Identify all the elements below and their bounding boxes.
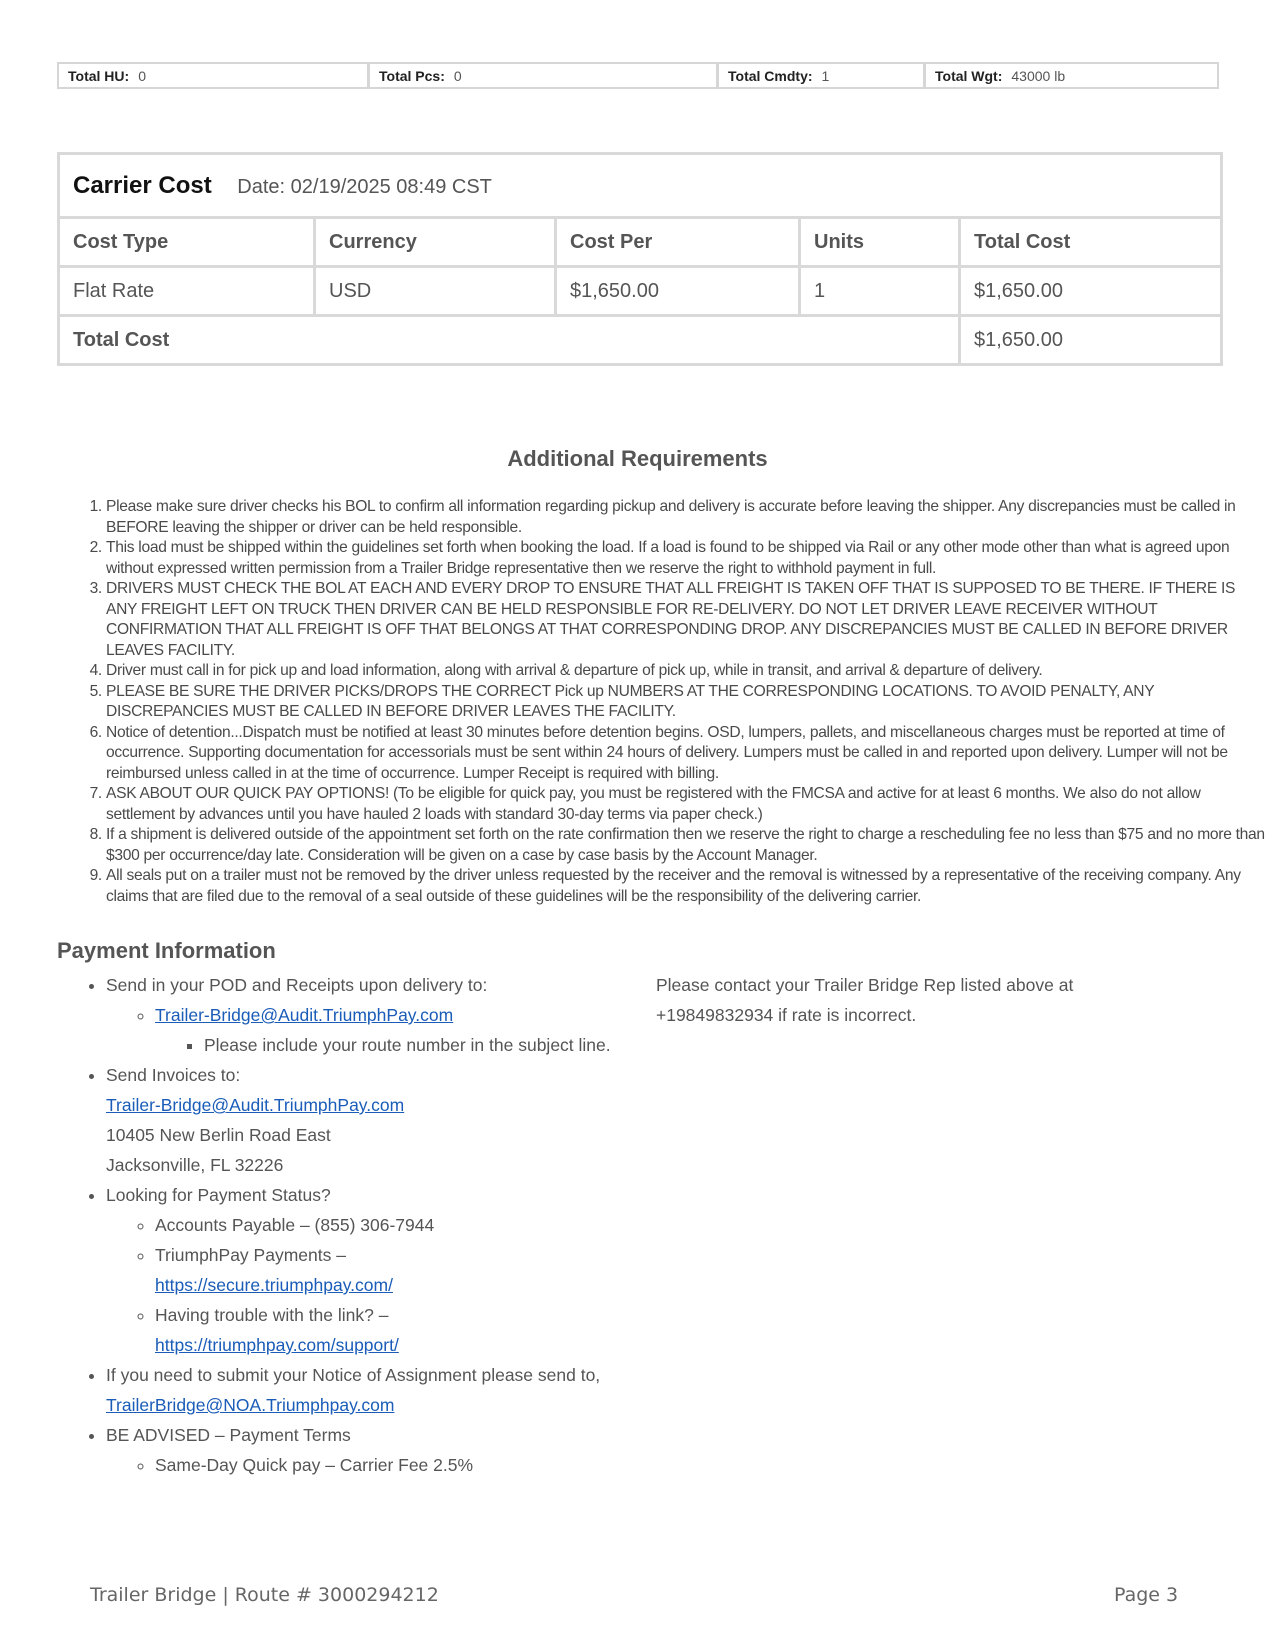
total-cmdty-label: Total Cmdty: bbox=[728, 67, 813, 84]
total-cmdty bbox=[719, 64, 926, 87]
table-cell: $1,650.00 bbox=[960, 267, 1222, 316]
total-cost-label: Total Cost bbox=[59, 316, 960, 365]
additional-requirements-title: Additional Requirements bbox=[507, 446, 768, 471]
list-item: 3. DRIVERS MUST CHECK THE BOL AT EACH AND EVERY DROP TO ENSURE THAT ALL FREIGHT IS TAKEN OFF THAT IS SUPPOSED TO BE THERE. IF THERE IS ANY FREIGHT LEFT ON TRUCK THEN DRIVER CAN BE HELD RESPONSIBLE FOR RE-DELIVERY. DO NOT LET DRIVER LEAVE RECEIVER WITHOUT CONFIRMATION THAT ALL FREIGHT IS OFF THAT BELONGS AT THAT CORRESPONDING DROP. ANY DISCREPANCIES MUST BE CALLED IN BEFORE DRIVER LEAVES FACILITY. bbox=[106, 579, 1266, 661]
list-item: 8. If a shipment is delivered outside of the appointment set forth on the rate confirmation then we reserve the right to charge a rescheduling fee no less than $75 and no more than $300 per occurrence/day late. Consideration will be given on a case by case basis by the Account Manager. bbox=[106, 825, 1266, 866]
column-header: Cost Type bbox=[59, 218, 315, 267]
list-item bbox=[106, 1360, 637, 1420]
list-item: 5. PLEASE BE SURE THE DRIVER PICKS/DROPS THE CORRECT Pick up NUMBERS AT THE CORRESPONDING LOCATIONS. TO AVOID PENALTY, ANY DISCREPANCIES MUST BE CALLED IN BEFORE DRIVER LEAVES THE FACILITY. bbox=[106, 682, 1266, 723]
payment-status-text: Looking for Payment Status? bbox=[106, 1185, 331, 1205]
carrier-cost-title: Carrier Cost bbox=[73, 171, 212, 199]
carrier-cost-title-row bbox=[59, 154, 1222, 218]
carrier-cost-title-cell bbox=[59, 154, 1222, 218]
list-item bbox=[106, 970, 637, 1060]
table-row bbox=[59, 267, 1222, 316]
invoices-text: Send Invoices to: bbox=[106, 1065, 241, 1085]
pod-text: Send in your POD and Receipts upon delivery to: bbox=[106, 975, 488, 995]
table-cell: $1,650.00 bbox=[556, 267, 800, 316]
noa-text: If you need to submit your Notice of Assignment please send to, bbox=[106, 1365, 601, 1385]
total-cost-row bbox=[59, 316, 1222, 365]
footer-page-number: Page 3 bbox=[1114, 1584, 1179, 1606]
list-item bbox=[155, 1240, 637, 1300]
total-cost-value: $1,650.00 bbox=[960, 316, 1222, 365]
list-item: 4. Driver must call in for pick up and load information, along with arrival & departure of pick up, while in transit, and arrival & departure of delivery. bbox=[106, 661, 1266, 682]
shipment-totals bbox=[57, 62, 1219, 89]
quick-pay-item: ◦ Same-Day Quick pay – Carrier Fee 2.5% bbox=[155, 1450, 637, 1480]
column-header: Total Cost bbox=[960, 218, 1222, 267]
column-header: Cost Per bbox=[556, 218, 800, 267]
be-advised-text: BE ADVISED – Payment Terms bbox=[106, 1425, 351, 1445]
carrier-cost-header-row bbox=[59, 218, 1222, 267]
list-item bbox=[106, 1420, 637, 1480]
column-header: Units bbox=[800, 218, 960, 267]
support-link[interactable]: https://triumphpay.com/support/ bbox=[155, 1335, 399, 1355]
total-pcs bbox=[370, 64, 719, 87]
list-item bbox=[106, 1180, 637, 1360]
total-hu bbox=[59, 64, 370, 87]
accounts-payable-item: ◦ Accounts Payable – (855) 306-7944 bbox=[155, 1210, 637, 1240]
total-pcs-value: 0 bbox=[453, 67, 462, 84]
table-cell: 1 bbox=[800, 267, 960, 316]
list-item: 2. This load must be shipped within the guidelines set forth when booking the load. If a load is found to be shipped via Rail or any other mode other than what is agreed upon without expressed written permission from a Trailer Bridge representative then we reserve the right to withhold payment in full. bbox=[106, 538, 1266, 579]
payment-information-title: Payment Information bbox=[57, 938, 276, 963]
triumphpay-link[interactable]: https://secure.triumphpay.com/ bbox=[155, 1275, 393, 1295]
total-hu-value: 0 bbox=[138, 67, 146, 84]
rep-contact-note: Please contact your Trailer Bridge Rep listed above at +19849832934 if rate is incorrect. bbox=[656, 975, 1074, 1025]
list-item: 9. All seals put on a trailer must not be removed by the driver unless requested by the receiver and the removal is witnessed by a representative of the receiving company. Any claims that are filed due to the removal of a seal outside of these guidelines will be the responsibility of the delivering carrier. bbox=[106, 866, 1266, 907]
column-header: Currency bbox=[315, 218, 556, 267]
list-item bbox=[155, 1300, 637, 1360]
total-cmdty-value: 1 bbox=[821, 67, 830, 84]
list-item bbox=[106, 1060, 637, 1180]
pod-note: ▪ Please include your route number in the subject line. bbox=[204, 1030, 637, 1060]
carrier-cost-table bbox=[57, 152, 1223, 366]
noa-email-link[interactable]: TrailerBridge@NOA.Triumphpay.com bbox=[106, 1395, 395, 1415]
additional-requirements-list bbox=[60, 497, 1266, 907]
list-item bbox=[155, 1000, 637, 1060]
address-line-1: 10405 New Berlin Road East bbox=[106, 1125, 331, 1145]
list-item: 1. Please make sure driver checks his BOL to confirm all information regarding pickup and delivery is accurate before leaving the shipper. Any discrepancies must be called in BEFORE leaving the shipper or driver can be held responsible. bbox=[106, 497, 1266, 538]
total-wgt-value: 43000 lb bbox=[1011, 67, 1066, 84]
carrier-cost-date: Date: 02/19/2025 08:49 CST bbox=[237, 175, 492, 198]
list-item: 6. Notice of detention...Dispatch must be notified at least 30 minutes before detention begins. OSD, lumpers, pallets, and miscellaneous charges must be reported at time of occurrence. Supporting documentation for accessorials must be sent within 24 hours of delivery. Lumpers must be called in and reported upon delivery. Lumper will not be reimbursed unless called in at the time of occurrence. Lumper Receipt is required with billing. bbox=[106, 723, 1266, 785]
table-cell: USD bbox=[315, 267, 556, 316]
pod-email-link[interactable]: Trailer-Bridge@Audit.TriumphPay.com bbox=[155, 1005, 454, 1025]
invoices-email-link[interactable]: Trailer-Bridge@Audit.TriumphPay.com bbox=[106, 1095, 405, 1115]
payment-instructions bbox=[57, 970, 637, 1480]
trouble-text: Having trouble with the link? – bbox=[155, 1305, 389, 1325]
total-wgt bbox=[926, 64, 1217, 87]
triumphpay-text: TriumphPay Payments – bbox=[155, 1245, 346, 1265]
total-wgt-label: Total Wgt: bbox=[935, 67, 1003, 84]
table-cell: Flat Rate bbox=[59, 267, 315, 316]
footer-route: Trailer Bridge | Route # 3000294212 bbox=[90, 1584, 439, 1606]
total-hu-label: Total HU: bbox=[68, 67, 130, 84]
total-pcs-label: Total Pcs: bbox=[379, 67, 445, 84]
address-line-2: Jacksonville, FL 32226 bbox=[106, 1155, 284, 1175]
list-item: 7. ASK ABOUT OUR QUICK PAY OPTIONS! (To be eligible for quick pay, you must be registered with the FMCSA and active for at least 6 months. We also do not allow settlement by advances until you have hauled 2 loads with standard 30-day terms via paper check.) bbox=[106, 784, 1266, 825]
